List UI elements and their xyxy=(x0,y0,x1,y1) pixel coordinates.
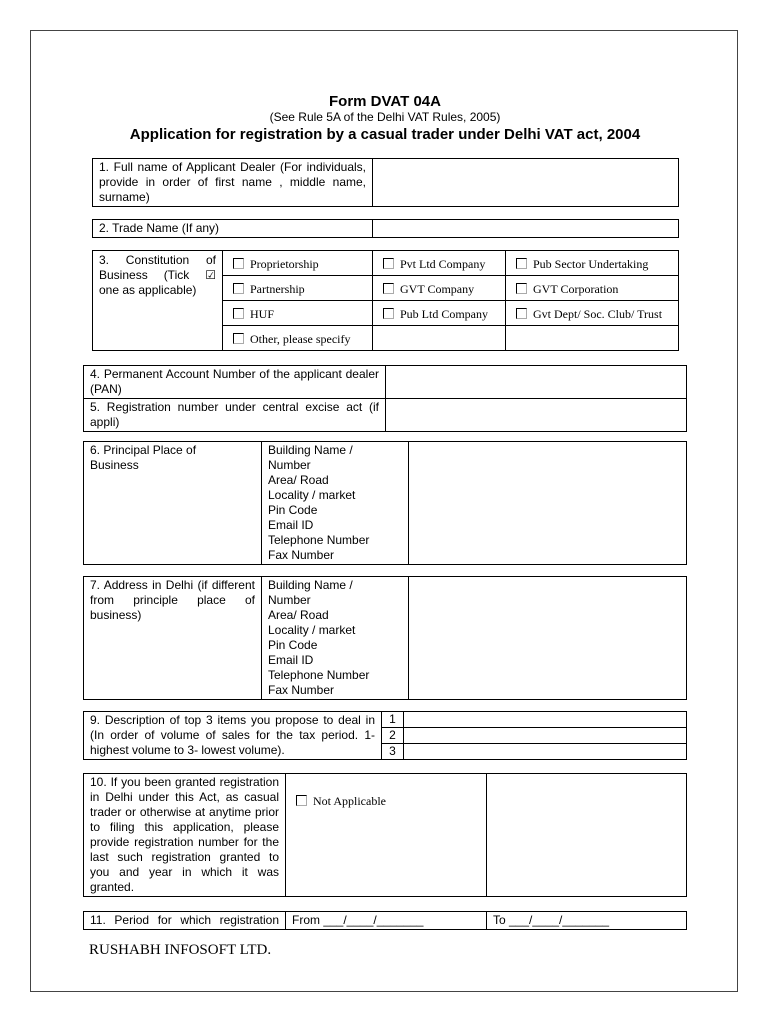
field7-label: 7. Address in Delhi (if different from principle place of business) xyxy=(84,577,262,700)
checkbox-icon[interactable] xyxy=(516,283,527,294)
field2-label: 2. Trade Name (If any) xyxy=(93,220,373,238)
item-number-1: 1 xyxy=(382,712,404,728)
period-to-input[interactable]: To ___/____/_______ xyxy=(487,912,687,930)
principal-place-input[interactable] xyxy=(409,442,687,565)
item-1-input[interactable] xyxy=(404,712,687,728)
checkbox-icon[interactable] xyxy=(233,308,244,319)
checkbox-icon[interactable] xyxy=(233,258,244,269)
field1-label: 1. Full name of Applicant Dealer (For individuals, provide in order of first name , middle name, surname) xyxy=(93,159,373,207)
option-pub-ltd-company[interactable]: Pub Ltd Company xyxy=(373,301,506,326)
field4-5-table xyxy=(83,365,687,432)
field6-table xyxy=(83,441,687,565)
option-other[interactable]: Other, please specify xyxy=(223,326,373,351)
field6-label: 6. Principal Place of Business xyxy=(84,442,262,565)
checkbox-icon[interactable] xyxy=(233,283,244,294)
checkbox-icon[interactable] xyxy=(516,308,527,319)
field7-subfields: Building Name / Number Area/ Road Locality / market Pin Code Email ID Telephone Number Fax Number xyxy=(262,577,409,700)
option-gvt-dept-soc-club-trust[interactable]: Gvt Dept/ Soc. Club/ Trust xyxy=(506,301,679,326)
field9-table xyxy=(83,711,687,760)
field10-label: 10. If you been granted registration in Delhi under this Act, as casual trader or otherwise at anytime prior to filing this application, please provide registration number for the last such registration granted to you and year in which it was granted. xyxy=(84,774,286,897)
field11-table xyxy=(83,911,687,930)
field10-table xyxy=(83,773,687,897)
item-2-input[interactable] xyxy=(404,728,687,744)
company-footer: RUSHABH INFOSOFT LTD. xyxy=(89,942,272,958)
field11-label: 11. Period for which registration xyxy=(84,912,286,930)
checkbox-icon[interactable] xyxy=(296,795,307,806)
field3-label: 3. Constitution of Business (Tick ☑ one as applicable) xyxy=(93,251,223,351)
option-gvt-corporation[interactable]: GVT Corporation xyxy=(506,276,679,301)
form-subtitle: Application for registration by a casual trader under Delhi VAT act, 2004 xyxy=(129,126,641,143)
checkbox-icon[interactable] xyxy=(233,333,244,344)
checkbox-icon[interactable] xyxy=(383,258,394,269)
field3-table xyxy=(92,250,679,351)
option-pvt-ltd-company[interactable]: Pvt Ltd Company xyxy=(373,251,506,276)
option-proprietorship[interactable]: Proprietorship xyxy=(223,251,373,276)
field9-label: 9. Description of top 3 items you propose to deal in (In order of volume of sales for the tax period. 1- highest volume to 3- lowest volume). xyxy=(84,712,382,760)
field5-label: 5. Registration number under central excise act (if appli) xyxy=(84,399,386,432)
option-pub-sector-undertaking[interactable]: Pub Sector Undertaking xyxy=(506,251,679,276)
option-gvt-company[interactable]: GVT Company xyxy=(373,276,506,301)
option-partnership[interactable]: Partnership xyxy=(223,276,373,301)
previous-registration-input[interactable] xyxy=(487,774,687,897)
checkbox-icon[interactable] xyxy=(516,258,527,269)
field2-table xyxy=(92,219,679,238)
checkbox-icon[interactable] xyxy=(383,308,394,319)
full-name-input[interactable] xyxy=(373,159,679,207)
form-title: Form DVAT 04A xyxy=(329,93,441,110)
trade-name-input[interactable] xyxy=(373,220,679,238)
period-from-input[interactable]: From ___/____/_______ xyxy=(286,912,487,930)
field1-table xyxy=(92,158,679,207)
item-number-3: 3 xyxy=(382,744,404,760)
rule-reference: (See Rule 5A of the Delhi VAT Rules, 2005) xyxy=(269,110,501,124)
other-specify-input[interactable] xyxy=(373,326,506,351)
delhi-address-input[interactable] xyxy=(409,577,687,700)
option-not-applicable[interactable]: Not Applicable xyxy=(286,774,487,897)
option-huf[interactable]: HUF xyxy=(223,301,373,326)
item-number-2: 2 xyxy=(382,728,404,744)
item-3-input[interactable] xyxy=(404,744,687,760)
field7-table xyxy=(83,576,687,700)
checkbox-icon[interactable] xyxy=(383,283,394,294)
field6-subfields: Building Name / Number Area/ Road Locality / market Pin Code Email ID Telephone Number Fax Number xyxy=(262,442,409,565)
pan-input[interactable] xyxy=(386,366,687,399)
field4-label: 4. Permanent Account Number of the applicant dealer (PAN) xyxy=(84,366,386,399)
empty-cell xyxy=(506,326,679,351)
excise-registration-input[interactable] xyxy=(386,399,687,432)
